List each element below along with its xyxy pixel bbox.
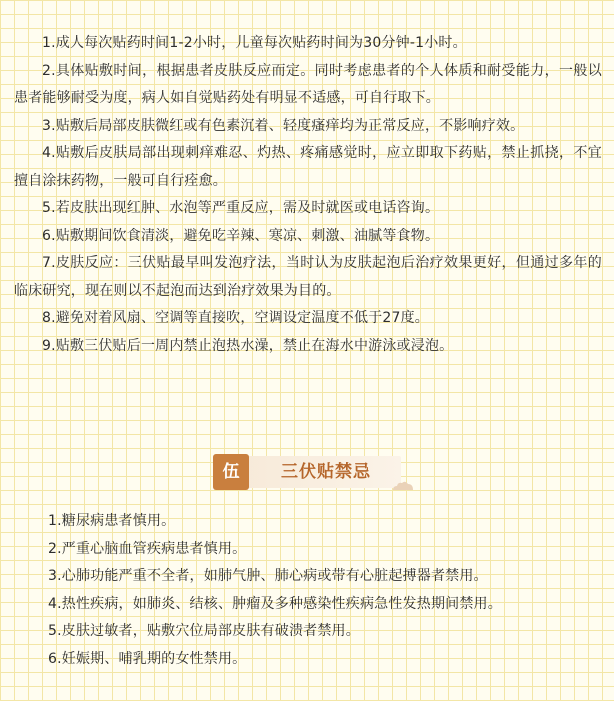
- contraindications-list: [48, 508, 608, 673]
- note-item: 1.成人每次贴药时间1-2小时，儿童每次贴药时间为30分钟-1小时。: [42, 35, 467, 51]
- contraindication-item: 1.糖尿病患者慎用。: [48, 513, 176, 529]
- section-title: 三伏贴禁忌: [281, 462, 371, 482]
- note-item: 8.避免对着风扇、空调等直接吹，空调设定温度不低于27度。: [42, 310, 429, 326]
- contraindication-item: 6.妊娠期、哺乳期的女性禁用。: [48, 650, 247, 667]
- note-item: 7.皮肤反应：三伏贴最早叫发泡疗法，当时认为皮肤起泡后治疗效果更好，但通过多年的临床研究，现在则以不起泡而达到治疗效果为目的。: [14, 255, 602, 299]
- contraindication-item: 2.严重心脑血管疾病患者慎用。: [48, 540, 247, 557]
- notes-section: [14, 30, 602, 360]
- note-item: 3.贴敷后局部皮肤微红或有色素沉着、轻度瘙痒均为正常反应，不影响疗效。: [42, 117, 525, 134]
- note-item: 6.贴敷期间饮食清淡，避免吃辛辣、寒凉、刺激、油腻等食物。: [42, 227, 440, 244]
- contraindication-item: 5.皮肤过敏者，贴敷穴位局部皮肤有破溃者禁用。: [48, 623, 360, 639]
- note-item: 9.贴敷三伏贴后一周内禁止泡热水澡，禁止在海水中游泳或浸泡。: [42, 337, 454, 354]
- section-header: [213, 452, 403, 492]
- contraindication-item: 4.热性疾病，如肺炎、结核、肿瘤及多种感染性疾病急性发热期间禁用。: [48, 595, 502, 612]
- contraindication-item: 3.心肺功能严重不全者，如肺气肿、肺心病或带有心脏起搏器者禁用。: [48, 568, 488, 584]
- note-item: 2.具体贴敷时间，根据患者皮肤反应而定。同时考虑患者的个人体质和耐受能力，一般以患者能够耐受为度，病人如自觉贴药处有明显不适感，可自行取下。: [14, 62, 602, 106]
- note-item: 5.若皮肤出现红肿、水泡等严重反应，需及时就医或电话咨询。: [42, 200, 440, 216]
- section-number-badge: 伍: [213, 454, 249, 490]
- cloud-decoration-icon: [391, 480, 415, 492]
- note-item: 4.贴敷后皮肤局部出现刺痒难忍、灼热、疼痛感觉时，应立即取下药贴，禁止抓挠，不宜擅自涂抹药物，一般可自行痊愈。: [14, 145, 602, 189]
